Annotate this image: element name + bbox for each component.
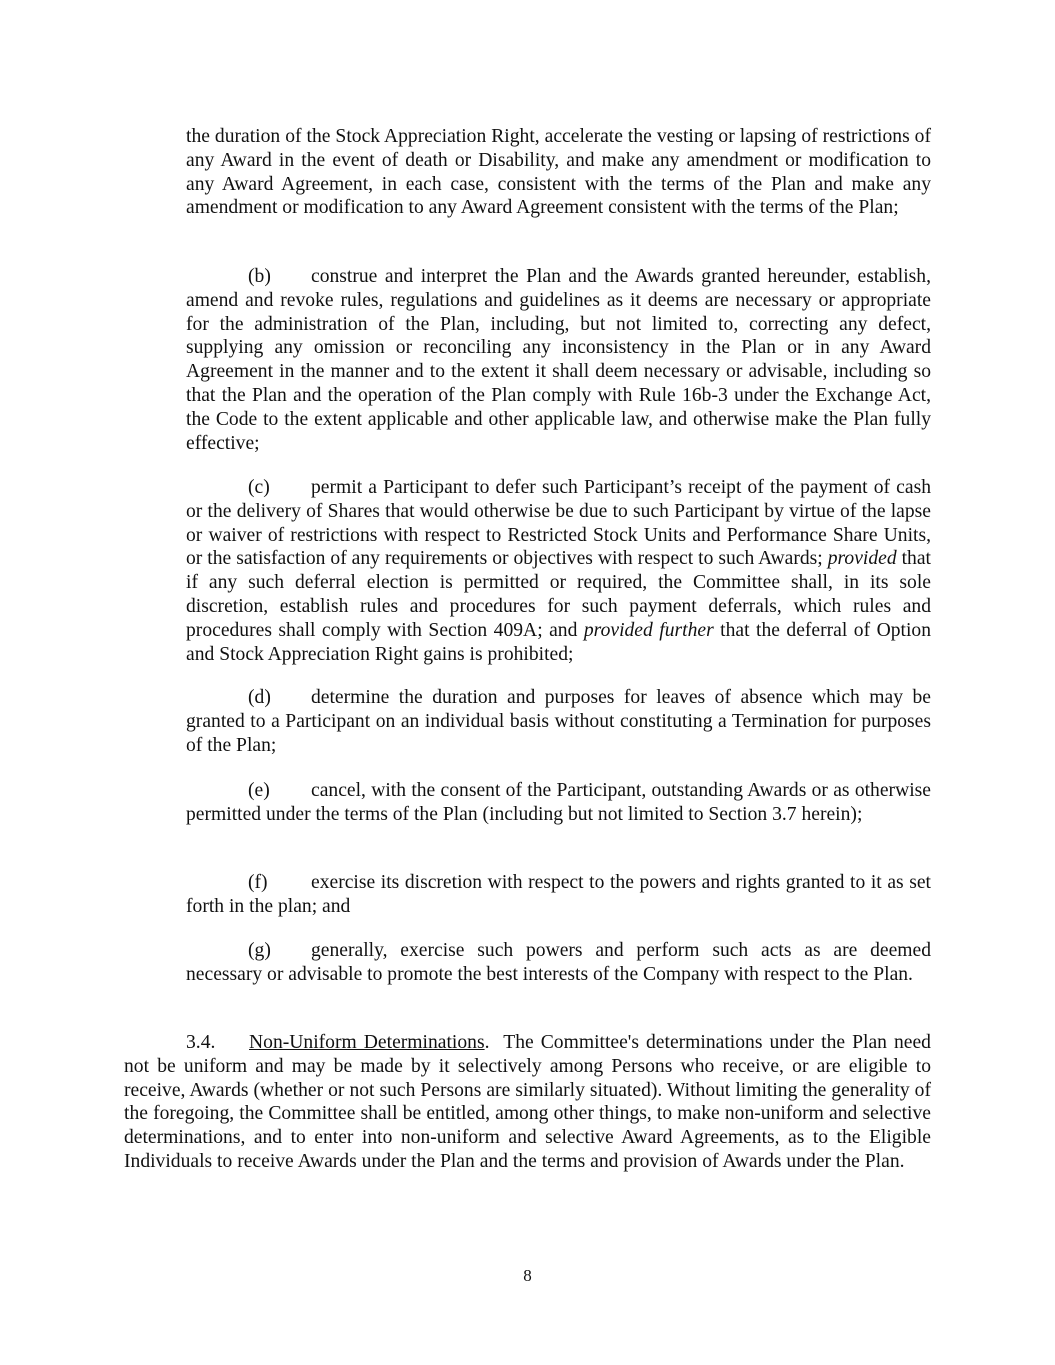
clause-d xyxy=(186,686,931,757)
clause-g-text: generally, exercise such powers and perform such acts as are deemed necessary or advisable to promote the best interests of the Company with respect to the Plan. xyxy=(186,940,931,985)
clause-c-text-1: permit a Participant to defer such Participant’s receipt of the payment of cash or the delivery of Shares that would otherwise be due to such Participant by virtue of the lapse or waiver of restrictions with respect to Restricted Stock Units and Performance Share Units, or the satisfaction of any requirements or objectives with respect to such Awards; xyxy=(186,477,931,570)
continuation-paragraph xyxy=(186,125,931,220)
clause-c-italic-2: provided further xyxy=(583,619,714,641)
clause-c-text-3: that the deferral of Option and Stock Appreciation Right gains is prohibited; xyxy=(186,619,931,665)
clause-g xyxy=(186,939,931,987)
clause-e-text: cancel, with the consent of the Participant, outstanding Awards or as otherwise permitted under the terms of the Plan (including but not limited to Section 3.7 herein); xyxy=(186,780,931,825)
clause-d-text: determine the duration and purposes for leaves of absence which may be granted to a Participant on an individual basis without constituting a Termination for purposes of the Plan; xyxy=(186,687,931,756)
section-heading: Non-Uniform Determinations xyxy=(249,1032,485,1053)
clause-d-label: (d) xyxy=(248,687,271,708)
clause-g-label: (g) xyxy=(248,940,271,961)
clause-f xyxy=(186,871,931,919)
clause-c-italic-1: provided xyxy=(827,548,897,570)
clause-e xyxy=(186,779,931,827)
clause-f-label: (f) xyxy=(248,872,268,893)
clause-c-text-2: that if any such deferral election is permitted or required, the Committee shall, in its sole discretion, establish rules and procedures for such payment deferrals, which rules and procedures shall comply with Section 409A; and xyxy=(186,548,931,641)
continuation-text: the duration of the Stock Appreciation Right, accelerate the vesting or lapsing of restrictions of any Award in the event of death or Disability, and make any amendment or modification to any Award Agreement, in each case, consistent with the terms of the Plan and make any amendment or modification to any Award Agreement consistent with the terms of the Plan; xyxy=(186,126,931,219)
clause-c-label: (c) xyxy=(248,477,270,498)
section-text: The Committee's determinations under the Plan need not be uniform and may be made by it selectively among Persons who receive, or are eligible to receive, Awards (whether or not such Persons are similarly situated). Without limiting the generality of the foregoing, the Committee shall be entitled, among other things, to make non-uniform and selective determinations, and to enter into non-uniform and selective Award Agreements, as to the Eligible Individuals to receive Awards under the Plan and the terms and provision of Awards under the Plan. xyxy=(124,1032,931,1172)
section-heading-punct: . xyxy=(484,1032,490,1053)
clause-f-text: exercise its discretion with respect to the powers and rights granted to it as set forth in the plan; and xyxy=(186,872,931,917)
clause-c xyxy=(186,476,931,666)
clause-b xyxy=(186,265,931,455)
clause-b-label: (b) xyxy=(248,266,271,287)
section-3-4 xyxy=(124,1031,931,1174)
clause-b-text: construe and interpret the Plan and the Awards granted hereunder, establish, amend and revoke rules, regulations and guidelines as it deems are necessary or appropriate for the administration of the Plan, including, but not limited to, correcting any defect, supplying any omission or reconciling any inconsistency in the Plan or in any Award Agreement in the manner and to the extent it shall deem necessary or advisable, including so that the Plan and the operation of the Plan comply with Rule 16b-3 under the Exchange Act, the Code to the extent applicable and other applicable law, and otherwise make the Plan fully effective; xyxy=(186,266,931,454)
section-number: 3.4. xyxy=(186,1032,216,1053)
clause-e-label: (e) xyxy=(248,780,270,801)
page-number: 8 xyxy=(523,1266,532,1285)
